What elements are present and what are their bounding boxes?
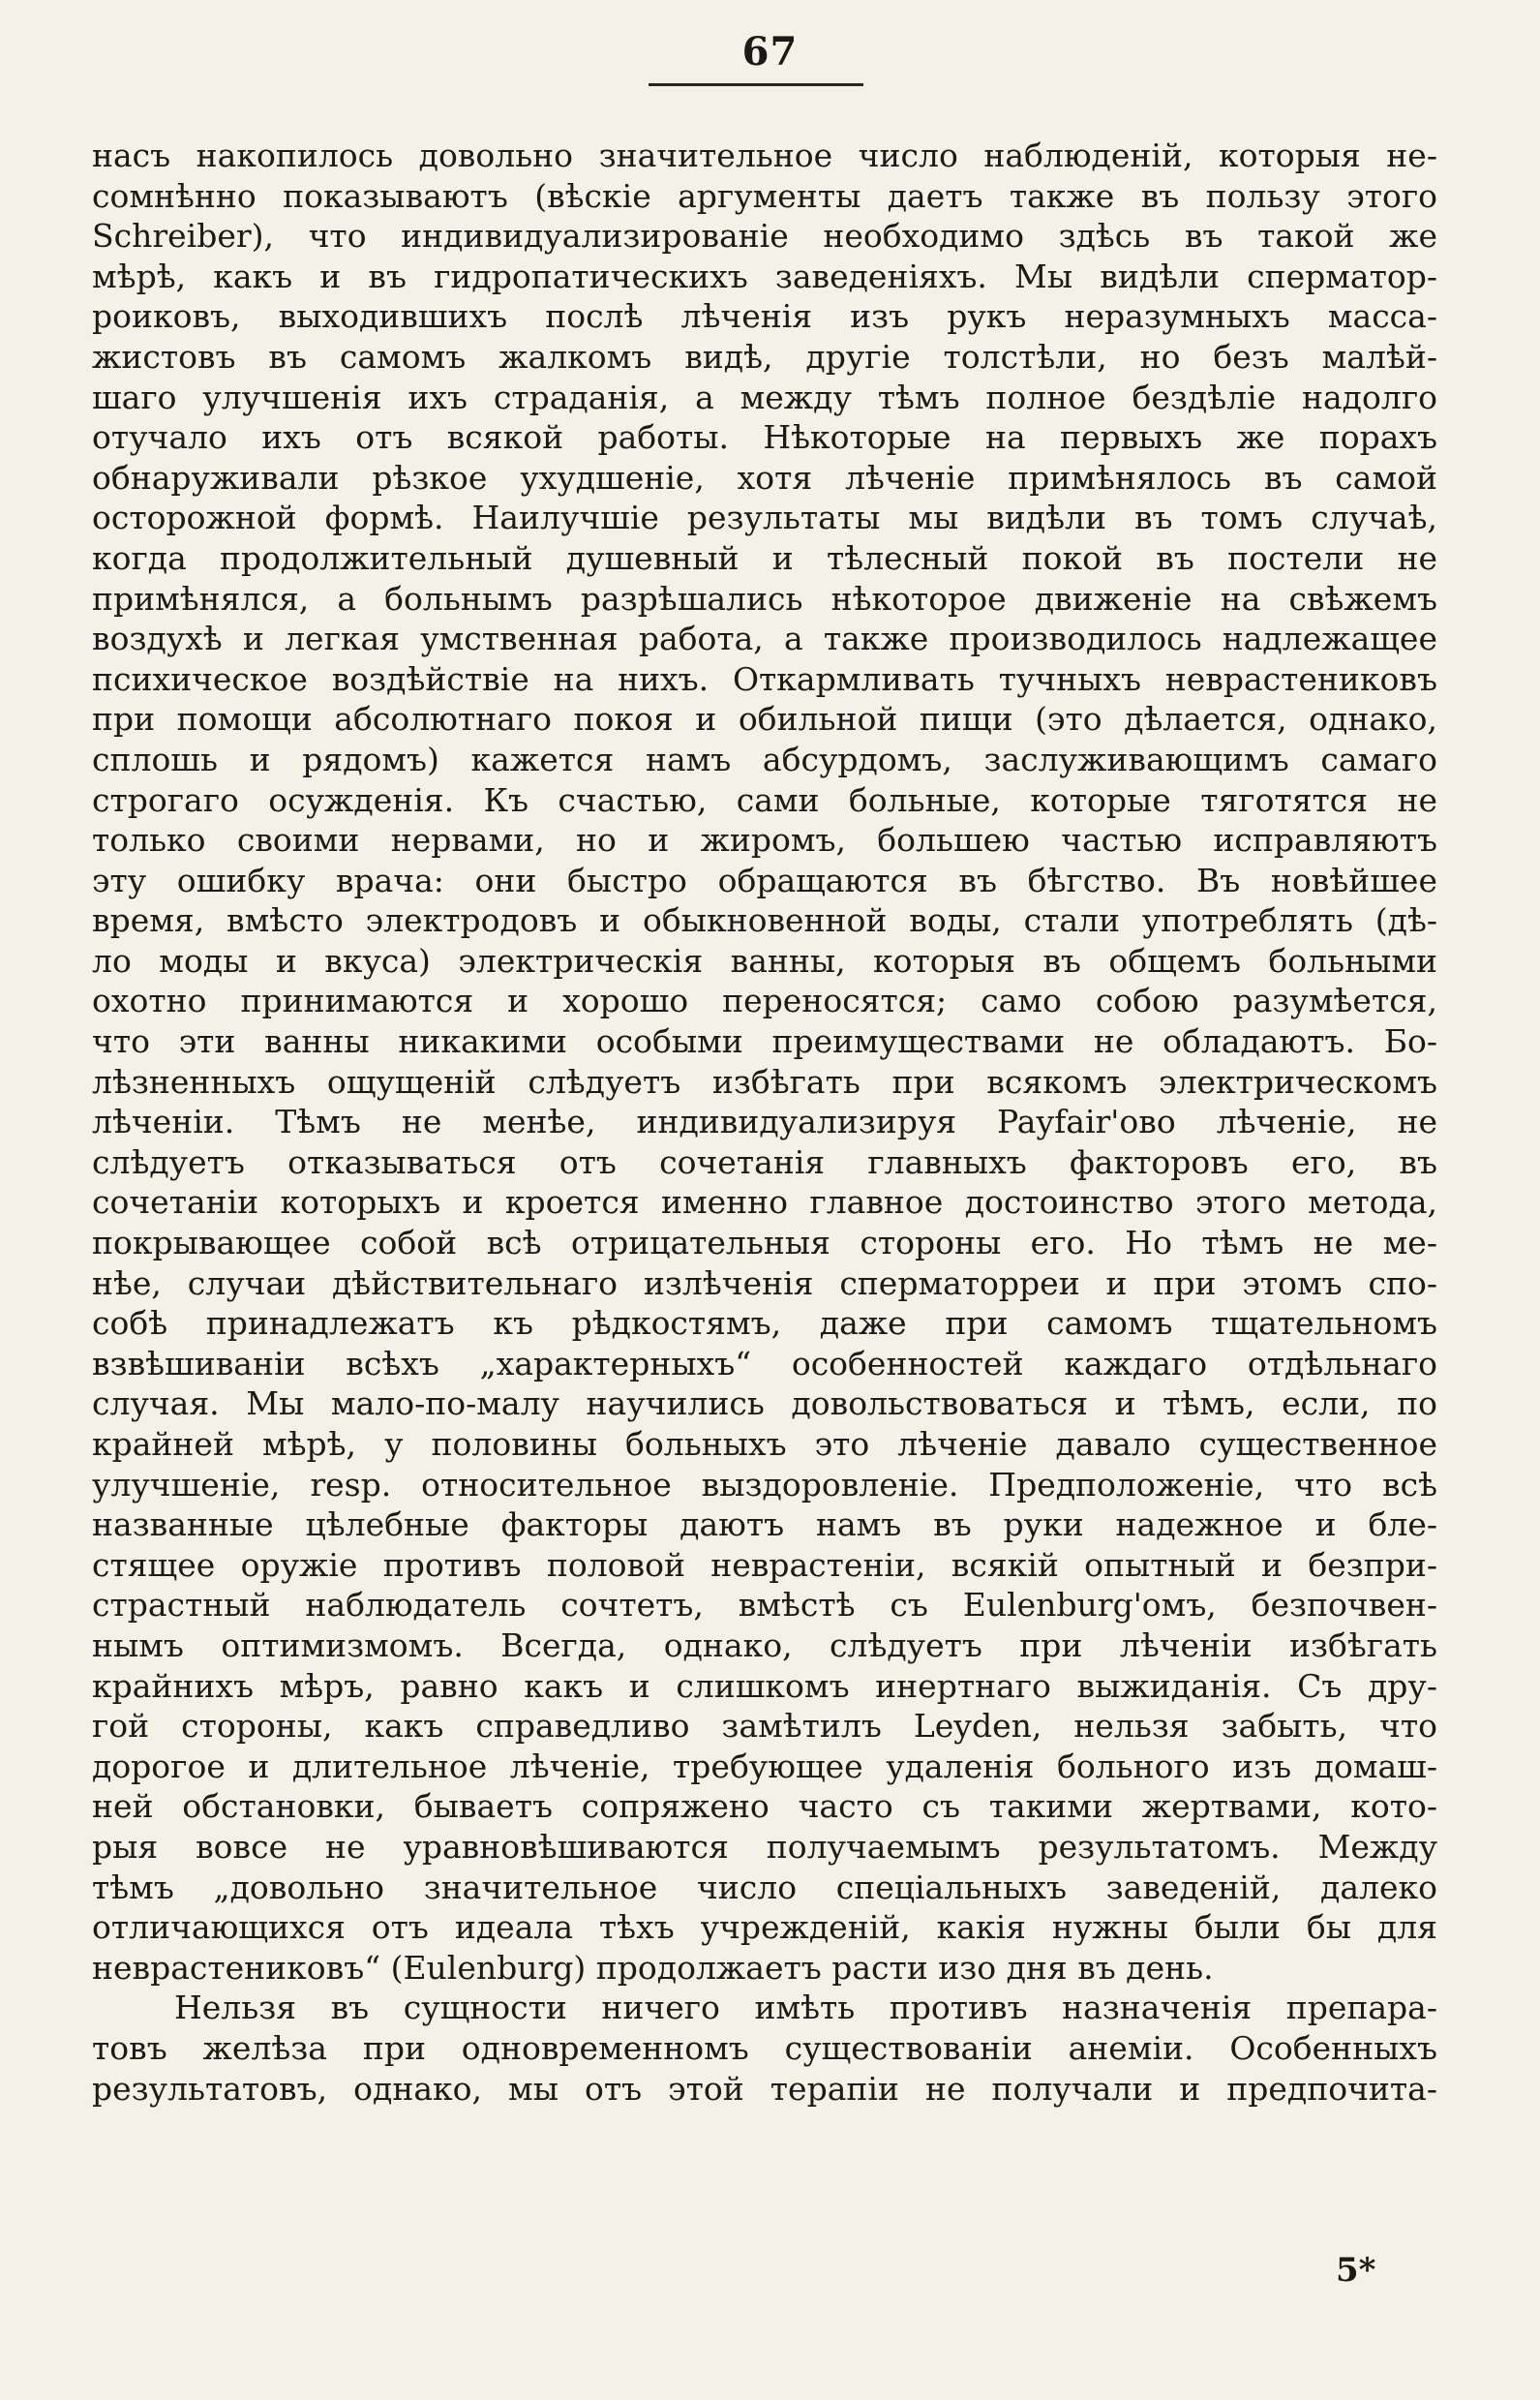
text-line: ней обстановки, бываетъ сопряжено часто съ такими жертвами, кото- [92,1787,1437,1826]
text-line: крайнихъ мѣръ, равно какъ и слишкомъ инертнаго выжиданія. Съ дру- [92,1666,1437,1705]
text-line: нѣе, случаи дѣйствительнаго излѣченія сперматорреи и при этомъ спо- [92,1263,1437,1302]
header-rule [649,83,863,86]
text-line: роиковъ, выходившихъ послѣ лѣченія изъ рукъ неразумныхъ масса- [92,297,1437,336]
text-line: отличающихся отъ идеала тѣхъ учрежденій, какія нужны были бы для [92,1908,1437,1947]
text-line: Schreiber), что индивидуализированіе необходимо здѣсь въ такой же [92,217,1437,256]
text-line: только своими нервами, но и жиромъ, большею частью исправляютъ [92,821,1437,860]
text-line: случая. Мы мало-по-малу научились довольствоваться и тѣмъ, если, по [92,1384,1437,1423]
text-line: дорогое и длительное лѣченіе, требующее удаленія больного изъ домаш- [92,1747,1437,1785]
text-line: сочетаніи которыхъ и кроется именно главное достоинство этого метода, [92,1183,1437,1222]
text-line: ло моды и вкуса) электрическія ванны, которыя въ общемъ больными [92,941,1437,980]
text-line: слѣдуетъ отказываться отъ сочетанія главныхъ факторовъ его, въ [92,1142,1437,1181]
text-line: жистовъ въ самомъ жалкомъ видѣ, другіе толстѣли, но безъ малѣй- [92,337,1437,376]
text-line: строгаго осужденія. Къ счастью, сами больные, которые тяготятся не [92,780,1437,819]
text-line: когда продолжительный душевный и тѣлесный покой въ постели не [92,538,1437,577]
text-line: лѣзненныхъ ощущеній слѣдуетъ избѣгать при всякомъ электрическомъ [92,1062,1437,1101]
text-line: гой стороны, какъ справедливо замѣтилъ Leyden, нельзя забыть, что [92,1707,1437,1746]
text-line: тѣмъ „довольно значительное число спеціальныхъ заведеній, далеко [92,1868,1437,1906]
text-line: сплошь и рядомъ) кажется намъ абсурдомъ, заслуживающимъ самаго [92,740,1437,778]
body-text [92,136,1437,2109]
text-line: страстный наблюдатель сочтетъ, вмѣстѣ съ Eulenburg'омъ, безпочвен- [92,1586,1437,1625]
text-line: Нельзя въ сущности ничего имѣть противъ назначенія препара- [174,1989,1437,2027]
text-line: при помощи абсолютнаго покоя и обильной пищи (это дѣлается, однако, [92,700,1437,739]
text-line: обнаруживали рѣзкое ухудшеніе, хотя лѣченіе примѣнялось въ самой [92,458,1437,497]
text-line: сомнѣнно показываютъ (вѣскіе аргументы даетъ также въ пользу этого [92,176,1437,215]
text-line: отучало ихъ отъ всякой работы. Нѣкоторые на первыхъ же порахъ [92,418,1437,457]
page-number: 67 [741,29,799,75]
text-line: улучшеніе, resp. относительное выздоровленіе. Предположеніе, что всѣ [92,1465,1437,1504]
text-line: мѣрѣ, какъ и въ гидропатическихъ заведеніяхъ. Мы видѣли сперматор- [92,257,1437,295]
text-line: насъ накопилось довольно значительное число наблюденій, которыя не- [92,137,1437,174]
text-line: покрывающее собой всѣ отрицательныя стороны его. Но тѣмъ не ме- [92,1224,1437,1262]
text-line: шаго улучшенія ихъ страданія, а между тѣмъ полное бездѣліе надолго [92,378,1437,416]
text-line: неврастениковъ“ (Eulenburg) продолжаетъ расти изо дня въ день. [92,1948,1214,1987]
text-line: эту ошибку врача: они быстро обращаются въ бѣгство. Въ новѣйшее [92,861,1437,899]
text-line: взвѣшиваніи всѣхъ „характерныхъ“ особенностей каждаго отдѣльнаго [92,1344,1437,1382]
text-line: психическое воздѣйствіе на нихъ. Откармливать тучныхъ неврастениковъ [92,659,1437,698]
text-line: охотно принимаются и хорошо переносятся; само собою разумѣется, [92,982,1437,1020]
text-line: нымъ оптимизмомъ. Всегда, однако, слѣдуетъ при лѣченіи избѣгать [92,1625,1437,1664]
text-line: время, вмѣсто электродовъ и обыкновенной воды, стали употреблять (дѣ- [92,901,1437,940]
text-line: рыя вовсе не уравновѣшиваются получаемымъ результатомъ. Между [92,1827,1437,1866]
text-line: осторожной формѣ. Наилучшіе результаты мы видѣли въ томъ случаѣ, [92,499,1437,537]
text-line: стящее оружіе противъ половой неврастеніи, всякій опытный и безпри- [92,1545,1437,1584]
text-line: собѣ принадлежатъ къ рѣдкостямъ, даже при самомъ тщательномъ [92,1304,1437,1343]
text-line: крайней мѣрѣ, у половины больныхъ это лѣченіе давало существенное [92,1425,1437,1463]
text-line: что эти ванны никакими особыми преимуществами не обладаютъ. Бо- [92,1022,1437,1061]
signature-mark: 5* [1336,2251,1376,2290]
text-line: лѣченіи. Тѣмъ не менѣе, индивидуализируя Payfair'ово лѣченіе, не [92,1103,1437,1141]
text-line: результатовъ, однако, мы отъ этой терапіи не получали и предпочита- [92,2069,1437,2108]
text-line: примѣнялся, а больнымъ разрѣшались нѣкоторое движеніе на свѣжемъ [92,579,1437,618]
text-line: товъ желѣза при одновременномъ существованіи анеміи. Особенныхъ [92,2028,1437,2067]
text-line: названные цѣлебные факторы даютъ намъ въ руки надежное и бле- [92,1505,1437,1544]
text-line: воздухѣ и легкая умственная работа, а также производилось надлежащее [92,620,1437,658]
